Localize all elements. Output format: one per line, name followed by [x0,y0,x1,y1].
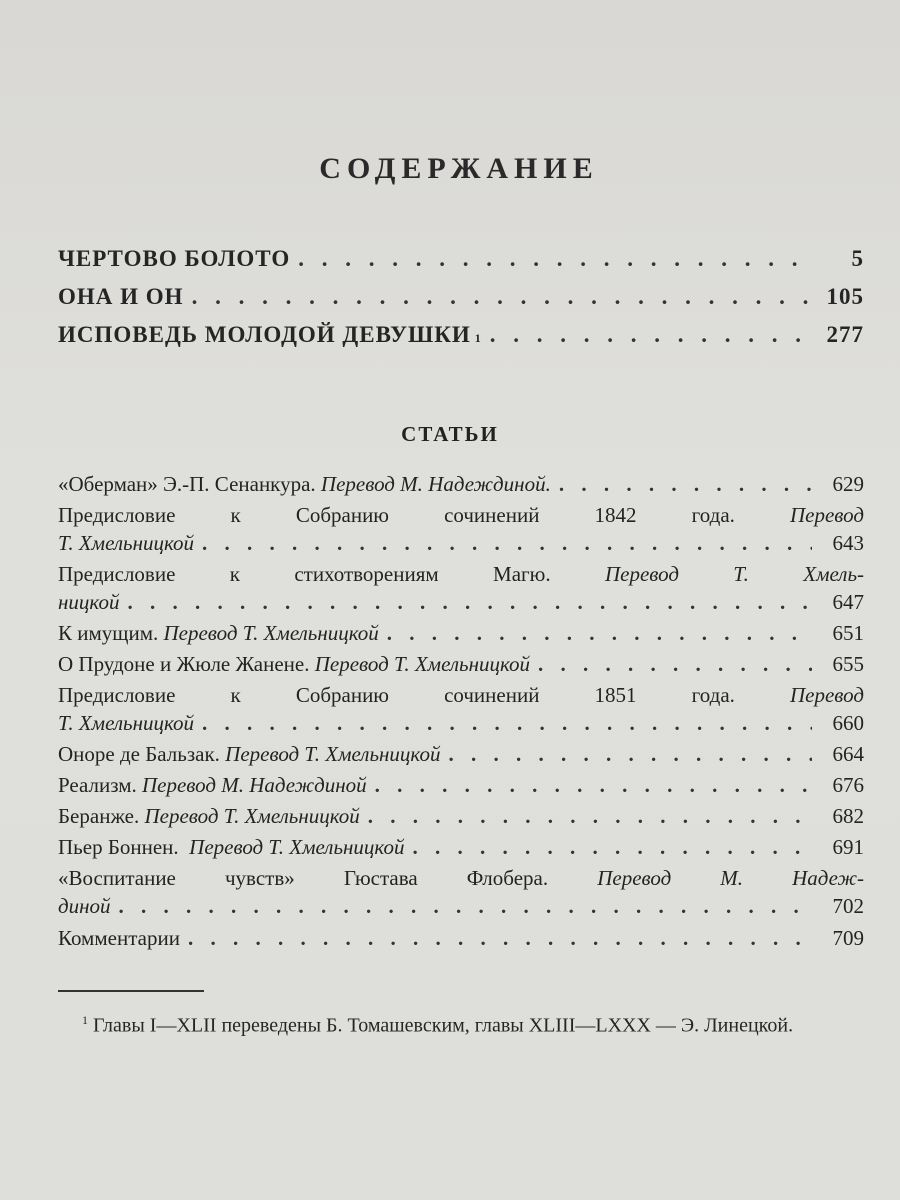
article-line [58,529,864,557]
article-title: Пьер Боннен. [58,835,179,859]
article-translator: Т. Хмельницкой [58,531,195,555]
article-translator: Перевод [790,503,864,527]
leader-dots [188,924,812,952]
article-page: 664 [832,742,864,766]
article-title: Предисловие к стихотворениям Магю. [58,562,551,586]
article-translator: Перевод Т. Хмельницкой [314,652,531,676]
footnote-mark: 1 [82,1013,88,1027]
section-heading-articles: СТАТЬИ [401,422,499,446]
commentary-entry [58,924,864,952]
leader-dots [490,322,812,348]
toc-entry [58,322,864,360]
toc-entry-title: ЧЕРТОВО БОЛОТО [58,246,291,271]
article-translator: ницкой [58,590,120,614]
article-page: 643 [832,531,864,555]
article-line [58,864,864,892]
article-page: 629 [832,472,864,496]
article-line [58,709,864,737]
article-entry [58,650,864,678]
article-translator: Перевод Т. Хмельницкой [189,835,405,859]
toc-entry-title: ОНА И ОН [58,284,184,309]
leader-dots [202,709,812,737]
footnote-mark: 1 [474,331,482,345]
article-translator: Перевод Т. Хмельницкой [144,804,360,828]
article-translator: Перевод Т. Хмель- [604,562,864,586]
article-entry [58,833,864,861]
toc-entry [58,284,864,322]
article-title: «Воспитание чувств» Гюстава Флобера. [58,866,549,890]
article-title: Предисловие к Собранию сочинений 1851 года. [58,683,735,707]
toc-entry-page: 5 [851,246,864,271]
leader-dots [202,529,812,557]
article-entry [58,771,864,799]
articles-list [58,470,864,923]
article-entry [58,864,864,920]
article-line [58,681,864,709]
footnote-divider [58,990,204,992]
article-title: О Прудоне и Жюле Жанене. [58,652,310,676]
commentary-title: Комментарии [58,926,180,950]
leader-dots [192,284,812,310]
article-translator: Перевод Т. Хмельницкой [225,742,441,766]
article-page: 682 [832,804,864,828]
article-page: 702 [832,894,864,918]
article-translator: Т. Хмельницкой [58,711,195,735]
leader-dots [387,619,812,647]
leader-dots [127,588,812,616]
article-title: Реализм. [58,773,137,797]
leader-dots [368,802,812,830]
commentary-page: 709 [832,926,864,950]
footnote [58,1006,864,1041]
article-entry [58,802,864,830]
leader-dots [375,771,812,799]
article-translator: Перевод М. Надеждиной [142,773,367,797]
leader-dots [448,740,812,768]
article-entry [58,681,864,737]
article-page: 651 [832,621,864,645]
article-page: 676 [832,773,864,797]
leader-dots [538,650,812,678]
article-translator: Перевод М. Надеж- [597,866,865,890]
toc-entry-page: 105 [826,284,864,309]
article-page: 660 [832,711,864,735]
article-title: Беранже. [58,804,140,828]
footnote-text: Главы I—XLII переведены Б. Томашевским, главы XLIII—LXXX — Э. Линецкой. [93,1014,794,1037]
article-translator: Перевод [790,683,864,707]
article-entry [58,501,864,557]
article-entry [58,619,864,647]
article-title: «Оберман» Э.-П. Сенанкура. [58,472,316,496]
page-title: СОДЕРЖАНИЕ [319,152,599,185]
main-contents-list [58,246,864,360]
leader-dots [412,833,812,861]
leader-dots [559,470,812,498]
article-translator: диной [58,894,111,918]
article-title: Оноре де Бальзак. [58,742,220,766]
toc-entry [58,246,864,284]
article-line [58,501,864,529]
article-line [58,560,864,588]
article-line [58,588,864,616]
toc-entry-page: 277 [826,322,864,347]
article-line [58,892,864,920]
article-entry [58,470,864,498]
article-entry [58,560,864,616]
article-title: К имущим. [58,621,159,645]
article-page: 647 [832,590,864,614]
article-page: 691 [832,835,864,859]
leader-dots [298,246,812,272]
article-entry [58,740,864,768]
leader-dots [119,892,812,920]
article-title: Предисловие к Собранию сочинений 1842 года. [58,503,735,527]
article-page: 655 [832,652,864,676]
article-translator: Перевод М. Надеждиной. [320,472,551,496]
toc-entry-title: ИСПОВЕДЬ МОЛОДОЙ ДЕВУШКИ [58,322,471,347]
article-translator: Перевод Т. Хмельницкой [163,621,379,645]
